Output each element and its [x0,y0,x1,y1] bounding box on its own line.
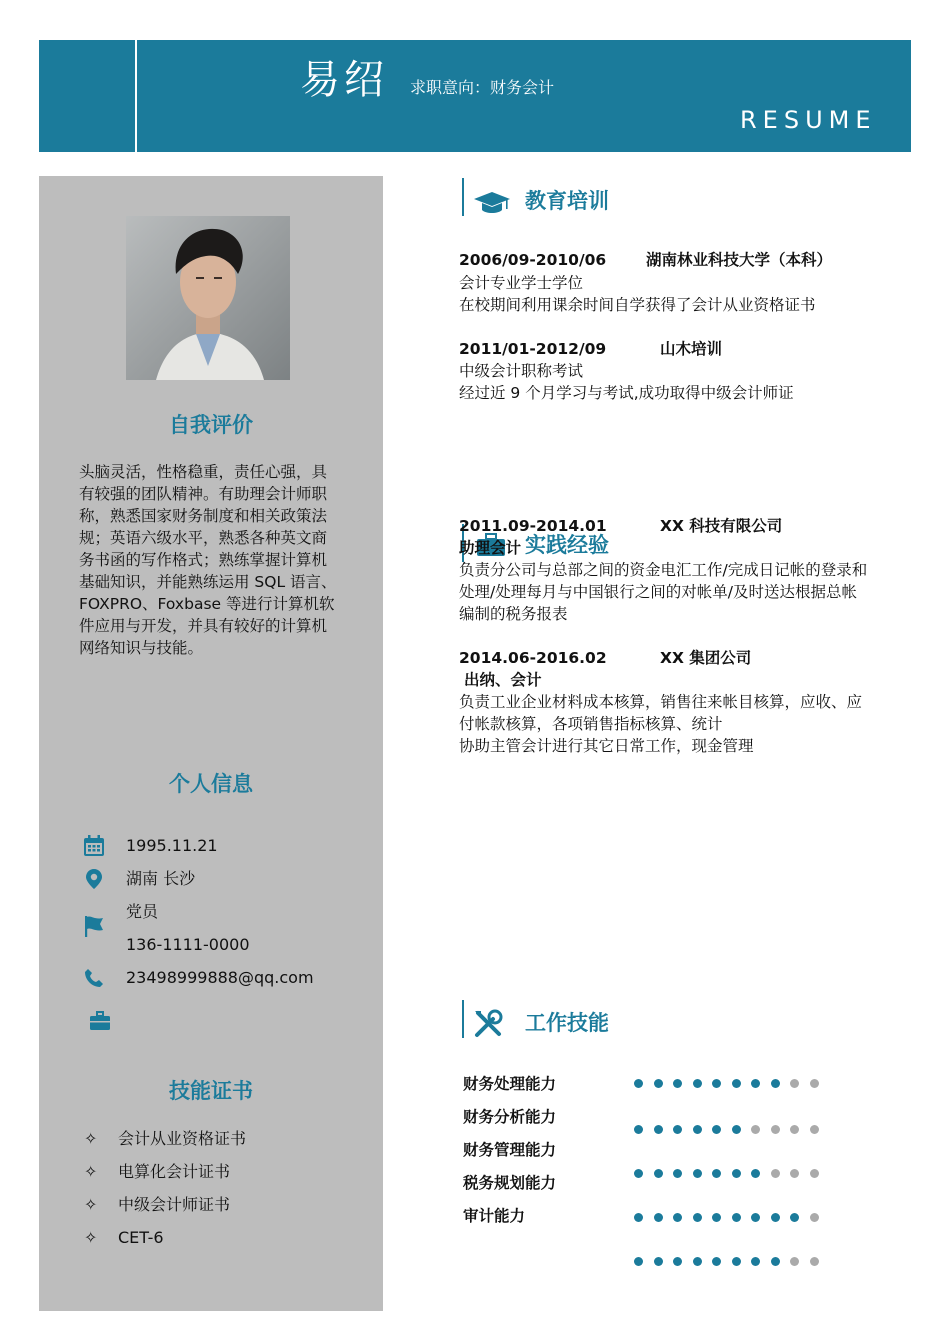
edu-line: 在校期间利用课余时间自学获得了会计从业资格证书 [459,296,816,314]
skill-dot-empty [790,1125,799,1134]
skill-dot-filled [693,1213,702,1222]
personal-info-title: 个人信息 [169,772,253,796]
skill-dot-filled [673,1169,682,1178]
edu-line: 会计专业学士学位 [459,274,584,292]
skill-dot-filled [751,1169,760,1178]
skill-dot-filled [673,1213,682,1222]
job-intent: 求职意向：财务会计 [410,78,555,97]
header-divider [135,40,137,152]
cert-item: ✧ 中级会计师证书 [84,1193,230,1217]
skill-dot-filled [673,1079,682,1088]
skill-dot-filled [732,1169,741,1178]
skill-dot-filled [712,1079,721,1088]
candidate-name: 易绍 [300,57,388,103]
skill-dot-filled [732,1125,741,1134]
skill-dot-filled [771,1079,780,1088]
skill-label: 税务规划能力 [463,1174,557,1192]
location-pin-icon [83,868,105,890]
exp-line: 负责分公司与总部之间的资金电汇工作/完成日记帐的登录和 [459,561,868,579]
diamond-star-icon: ✧ [84,1195,98,1214]
calendar-icon [83,835,105,857]
skill-dot-empty [751,1125,760,1134]
exp-line: 付帐款核算，各项销售指标核算、统计 [459,715,723,733]
edu-org: 湖南林业科技大学（本科） [646,251,833,269]
skills-title: 工作技能 [525,1011,609,1035]
exp-line: 负责工业企业材料成本核算，销售往来帐目核算，应收、应 [459,693,863,711]
skill-dot-filled [654,1079,663,1088]
experience-title: 实践经验 [525,533,609,557]
cert-item: ✧ 会计从业资格证书 [84,1127,246,1151]
skill-dot-filled [693,1079,702,1088]
skill-dot-empty [771,1169,780,1178]
skill-label: 财务处理能力 [463,1075,557,1093]
exp-line: 协助主管会计进行其它日常工作，现金管理 [459,737,754,755]
skill-dot-filled [634,1125,643,1134]
cert-item: ✧ CET-6 [84,1226,164,1250]
section-bar [462,1000,464,1038]
skill-dot-empty [810,1257,819,1266]
phone-icon [83,967,105,989]
skill-dot-filled [654,1257,663,1266]
skill-dot-filled [771,1213,780,1222]
skill-dot-filled [693,1125,702,1134]
skill-label: 财务管理能力 [463,1141,557,1159]
skill-dot-filled [654,1169,663,1178]
skill-dot-filled [673,1257,682,1266]
skill-dot-filled [712,1257,721,1266]
briefcase-icon [89,1010,111,1032]
section-bar [462,178,464,216]
skill-dot-filled [790,1213,799,1222]
exp-line: 处理/处理每月与中国银行之间的对帐单/及时送达根据总帐 [459,583,857,601]
skill-dot-filled [634,1213,643,1222]
skill-dot-filled [751,1213,760,1222]
skill-dot-filled [732,1213,741,1222]
skill-dot-filled [732,1257,741,1266]
exp-org: XX 集团公司 [660,649,752,667]
exp-date: 2014.06-2016.02 [459,649,607,667]
edu-date: 2006/09-2010/06 [459,251,607,269]
skill-dot-filled [634,1079,643,1088]
diamond-star-icon: ✧ [84,1129,98,1148]
profile-photo [126,216,290,380]
skill-dot-filled [634,1257,643,1266]
cert-item: ✧ 电算化会计证书 [84,1160,230,1184]
flag-icon [83,915,105,937]
skill-dot-filled [712,1125,721,1134]
exp-line: 编制的税务报表 [459,605,568,623]
cert-title: 技能证书 [169,1079,253,1103]
skill-dot-filled [654,1213,663,1222]
skill-dot-filled [751,1079,760,1088]
skill-dot-filled [634,1169,643,1178]
graduation-cap-icon [474,191,510,215]
self-eval-text: 头脑灵活，性格稳重，责任心强，具 有较强的团队精神。有助理会计师职 称，熟悉国家财务制度和相关政策法 规；英语六级水平，熟悉各种英文商 务书函的写作格式；熟练掌握计算机 基础知识，并能熟练运用 SQL 语言、 FOXPRO、Foxbase 等进行计算机软 件应用与开发，并具有较好的计算机 网络知识与技能。 [79,463,337,657]
education-title: 教育培训 [525,189,609,213]
skill-dot-filled [732,1079,741,1088]
exp-date: 2011.09-2014.01 [459,517,607,535]
skill-dot-filled [654,1125,663,1134]
skill-dot-filled [771,1257,780,1266]
resume-label: RESUME [740,106,877,134]
skill-dot-empty [790,1079,799,1088]
diamond-star-icon: ✧ [84,1228,98,1247]
exp-org: XX 科技有限公司 [660,517,783,535]
skill-dot-filled [693,1257,702,1266]
exp-role: 助理会计 [459,539,522,557]
skill-dot-empty [771,1125,780,1134]
edu-line: 中级会计职称考试 [459,362,584,380]
skill-dot-filled [673,1125,682,1134]
edu-org: 山木培训 [660,340,723,358]
edu-date: 2011/01-2012/09 [459,340,607,358]
skill-dot-filled [712,1213,721,1222]
skill-dot-empty [810,1169,819,1178]
self-eval-title: 自我评价 [169,413,253,437]
skill-label: 审计能力 [463,1207,526,1225]
skill-dot-empty [810,1125,819,1134]
skill-dot-empty [790,1169,799,1178]
skill-label: 财务分析能力 [463,1108,557,1126]
skill-dot-filled [751,1257,760,1266]
diamond-star-icon: ✧ [84,1162,98,1181]
skill-dot-empty [790,1257,799,1266]
skill-dot-filled [693,1169,702,1178]
tools-icon [473,1009,503,1039]
exp-role: 出纳、会计 [464,671,542,689]
edu-line: 经过近 9 个月学习与考试,成功取得中级会计师证 [459,384,794,402]
skill-dot-empty [810,1213,819,1222]
skill-dot-filled [712,1169,721,1178]
skill-dot-empty [810,1079,819,1088]
